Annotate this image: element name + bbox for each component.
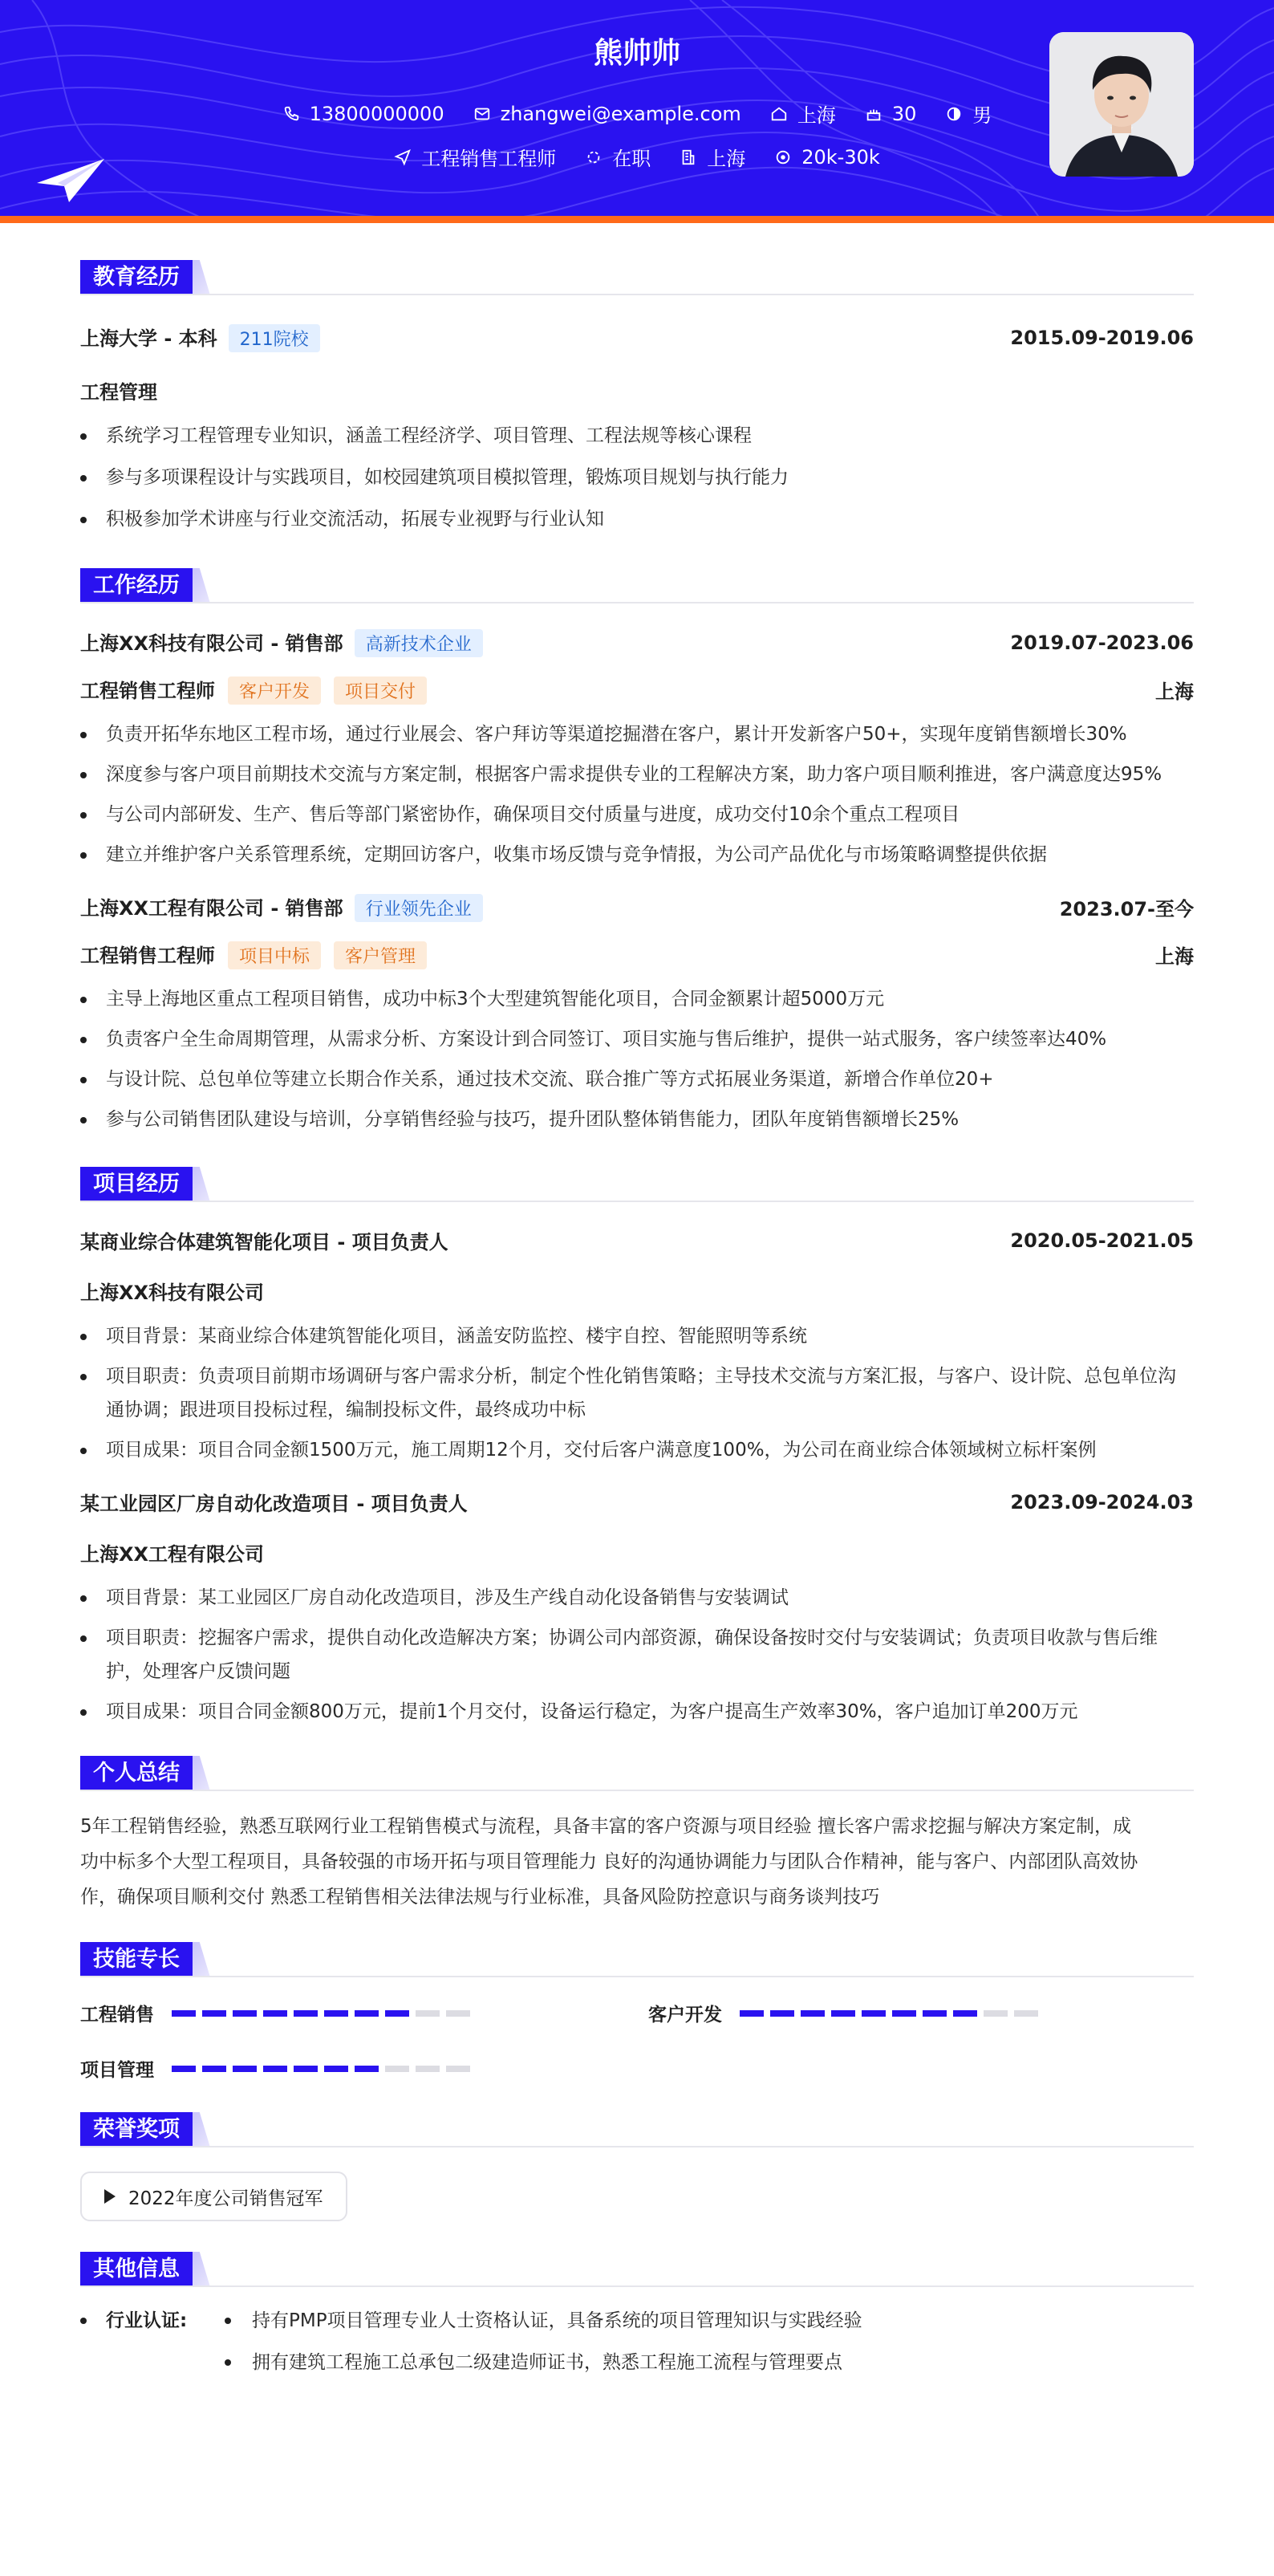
summary-section: [80, 1754, 1194, 1915]
list-item: 参与多项课程设计与实践项目，如校园建筑项目模拟管理，锻炼项目规划与执行能力: [80, 461, 1194, 494]
skills-row: [80, 2000, 1194, 2026]
skill-level-bar: [172, 2010, 470, 2017]
job-date: 2023.07-至今: [1059, 898, 1194, 920]
section-divider: [80, 602, 1194, 603]
skill-segment-empty: [984, 2010, 1008, 2017]
resume-header: [0, 0, 1274, 223]
job-company: 上海XX工程有限公司 - 销售部: [80, 897, 343, 920]
award-chip: [80, 2172, 347, 2221]
candidate-name: 熊帅帅: [593, 37, 680, 70]
job-role: 工程销售工程师: [80, 945, 215, 967]
other-row: [80, 2342, 1194, 2383]
job-date: 2019.07-2023.06: [1010, 631, 1194, 654]
summary-title: 个人总结: [80, 1756, 193, 1791]
education-title: 教育经历: [80, 260, 193, 295]
work-header: [80, 567, 1194, 603]
education-section: [80, 258, 1194, 536]
project-date: 2023.09-2024.03: [1010, 1490, 1194, 1514]
skill-segment-filled: [324, 2066, 348, 2072]
other-header: [80, 2250, 1194, 2287]
resume-body: [80, 223, 1194, 2383]
gender-info: [945, 100, 992, 128]
list-item: 积极参加学术讲座与行业交流活动，拓展专业视野与行业认知: [80, 502, 1194, 536]
summary-line: 5年工程销售经验，熟悉互联网行业工程销售模式与流程，具备丰富的客户资源与项目经验 擅长客户需求挖掘与解决方案定制，成: [80, 1816, 1131, 1837]
job-location: 上海: [1155, 681, 1194, 703]
skill-segment-empty: [416, 2066, 440, 2072]
skill-segment-filled: [294, 2066, 318, 2072]
awards-list: [80, 2172, 1194, 2221]
age-info: [865, 103, 917, 125]
section-tail-decoration: [193, 1756, 210, 1791]
list-item: 项目成果：项目合同金额800万元，提前1个月交付，设备运行稳定，为客户提高生产效率30%，客户追加订单200万元: [80, 1695, 1194, 1729]
list-item: 项目背景：某商业综合体建筑智能化项目，涵盖安防监控、楼宇自控、智能照明等系统: [80, 1319, 1194, 1353]
skill-segment-filled: [172, 2066, 196, 2072]
position-text: 工程销售工程师: [421, 148, 557, 170]
section-tail-decoration: [193, 2252, 210, 2287]
list-item: 项目成果：项目合同金额1500万元，施工周期12个月，交付后客户满意度100%，为公司在商业综合体领域树立标杆案例: [80, 1433, 1194, 1467]
job-company-row: [80, 892, 1194, 922]
section-divider: [80, 1790, 1194, 1791]
skill-tag: 项目交付: [334, 677, 427, 705]
skill-segment-empty: [385, 2066, 409, 2072]
skill-name: 客户开发: [648, 2005, 722, 2025]
project-company: 上海XX科技有限公司: [80, 1282, 265, 1304]
award-text: 2022年度公司销售冠军: [128, 2188, 323, 2209]
skill-segment-filled: [202, 2066, 226, 2072]
skill-level-bar: [740, 2010, 1038, 2017]
skills-section: [80, 1940, 1194, 2082]
section-divider: [80, 1976, 1194, 1977]
skills-title: 技能专长: [80, 1942, 193, 1977]
summary-header: [80, 1754, 1194, 1791]
skill-segment-filled: [202, 2010, 226, 2017]
job-role-row: [80, 675, 1194, 705]
home-icon: [770, 105, 788, 123]
job-company: 上海XX科技有限公司 - 销售部: [80, 632, 343, 655]
section-tail-decoration: [193, 1942, 210, 1977]
list-item: 负责开拓华东地区工程市场，通过行业展会、客户拜访等渠道挖掘潜在客户，累计开发新客户50+，实现年度销售额增长30%: [80, 717, 1194, 751]
skill-segment-filled: [892, 2010, 916, 2017]
projects-section: [80, 1165, 1194, 1729]
skill-segment-empty: [446, 2010, 470, 2017]
list-item: 主导上海地区重点工程项目销售，成功中标3个大型建筑智能化项目，合同金额累计超5000万元: [80, 982, 1194, 1016]
skill-segment-filled: [801, 2010, 825, 2017]
other-row: [80, 2300, 1194, 2342]
skill-segment-filled: [355, 2066, 379, 2072]
list-item: 项目背景：某工业园区厂房自动化改造项目，涉及生产线自动化设备销售与安装调试: [80, 1581, 1194, 1615]
skill-name: 工程销售: [80, 2005, 154, 2025]
job-role-line: [80, 675, 427, 705]
summary-line: 功中标多个大型工程项目，具备较强的市场开拓与项目管理能力 良好的沟通协调能力与团队合作精神，能与客户、内部团队高效协: [80, 1851, 1138, 1872]
skill-item: [80, 2055, 470, 2082]
list-item: 系统学习工程管理专业知识，涵盖工程经济学、项目管理、工程法规等核心课程: [80, 419, 1194, 453]
job-location: 上海: [1155, 945, 1194, 968]
skill-segment-filled: [233, 2066, 257, 2072]
skill-segment-empty: [1014, 2010, 1038, 2017]
status-icon: [585, 148, 603, 166]
phone-icon: [282, 105, 300, 123]
list-item: 负责客户全生命周期管理，从需求分析、方案设计到合同签订、项目实施与售后维护，提供一站式服务，客户续签率达40%: [80, 1022, 1194, 1056]
building-icon: [680, 148, 697, 166]
phone-text: 13800000000: [309, 102, 444, 125]
skill-segment-filled: [770, 2010, 794, 2017]
skill-item: [648, 2000, 1038, 2026]
coin-icon: [774, 148, 792, 166]
salary-info: [774, 146, 880, 169]
job-role: 工程销售工程师: [80, 680, 215, 702]
header-accent-bar: [0, 216, 1274, 223]
avatar: [1049, 32, 1194, 177]
send-icon: [394, 148, 412, 166]
skill-segment-filled: [923, 2010, 947, 2017]
skills-row: [80, 2055, 1194, 2082]
skill-segment-filled: [740, 2010, 764, 2017]
project-date: 2020.05-2021.05: [1010, 1229, 1194, 1252]
job-company-line: [80, 892, 483, 922]
summary-line: 作，确保项目顺利交付 熟悉工程销售相关法律法规与行业标准，具备风险防控意识与商务谈判技巧: [80, 1887, 880, 1908]
job-entry: [80, 892, 1194, 1136]
project-bullets: [80, 1319, 1194, 1467]
job-company-line: [80, 628, 483, 657]
skills-header: [80, 1940, 1194, 1977]
city-text: 上海: [707, 148, 746, 170]
list-item: 参与公司销售团队建设与培训，分享销售经验与技巧，提升团队整体销售能力，团队年度销售额增长25%: [80, 1103, 1194, 1136]
education-header: [80, 258, 1194, 295]
section-divider: [80, 1201, 1194, 1202]
skill-segment-filled: [263, 2066, 287, 2072]
job-entry: [80, 628, 1194, 872]
skill-tag: 客户开发: [228, 677, 321, 705]
job-bullets: [80, 717, 1194, 872]
other-section: [80, 2250, 1194, 2383]
list-item: 建立并维护客户关系管理系统，定期回访客户，收集市场反馈与竞争情报，为公司产品优化与市场策略调整提供依据: [80, 838, 1194, 872]
other-title: 其他信息: [80, 2252, 193, 2287]
play-triangle-icon: [104, 2189, 116, 2204]
job-company-row: [80, 628, 1194, 657]
skill-segment-filled: [385, 2010, 409, 2017]
project-name: 某商业综合体建筑智能化项目 - 项目负责人: [80, 1231, 448, 1253]
education-row: [80, 323, 1194, 352]
project-company: 上海XX工程有限公司: [80, 1543, 265, 1566]
summary-text: [80, 1809, 1194, 1915]
job-role-line: [80, 940, 427, 969]
skill-segment-filled: [953, 2010, 977, 2017]
school-name: 上海大学 - 本科: [80, 327, 217, 350]
skill-segment-empty: [416, 2010, 440, 2017]
section-divider: [80, 2285, 1194, 2287]
position-info: [394, 143, 556, 171]
skill-level-bar: [172, 2066, 470, 2072]
project-entry: [80, 1226, 1194, 1467]
skill-tag: 项目中标: [228, 941, 321, 969]
gender-text: 男: [972, 104, 992, 127]
email-info: [473, 103, 741, 125]
awards-section: [80, 2111, 1194, 2221]
education-school-line: [80, 323, 320, 352]
awards-title: 荣誉奖项: [80, 2112, 193, 2147]
avatar-portrait-icon: [1049, 32, 1194, 177]
skill-name: 项目管理: [80, 2060, 154, 2081]
projects-title: 项目经历: [80, 1167, 193, 1202]
project-title-row: [80, 1226, 1194, 1254]
project-entry: [80, 1488, 1194, 1729]
job-bullets: [80, 982, 1194, 1136]
skill-tag: 客户管理: [334, 941, 427, 969]
list-item: 深度参与客户项目前期技术交流与方案定制，根据客户需求提供专业的工程解决方案，助力客户项目顺利推进，客户满意度达95%: [80, 758, 1194, 791]
education-major: 工程管理: [80, 381, 157, 404]
section-divider: [80, 294, 1194, 295]
section-tail-decoration: [193, 1167, 210, 1202]
skill-segment-filled: [355, 2010, 379, 2017]
mail-icon: [473, 105, 491, 123]
education-bullets: [80, 419, 1194, 536]
skill-item: [80, 2000, 648, 2026]
skill-segment-filled: [324, 2010, 348, 2017]
work-title: 工作经历: [80, 568, 193, 603]
company-tag: 高新技术企业: [355, 629, 483, 657]
status-info: [585, 143, 651, 171]
list-item: 拥有建筑工程施工总承包二级建造师证书，熟悉工程施工流程与管理要点: [225, 2342, 842, 2383]
awards-header: [80, 2111, 1194, 2147]
skill-segment-filled: [172, 2010, 196, 2017]
certification-label: 行业认证:: [80, 2300, 225, 2342]
project-bullets: [80, 1581, 1194, 1729]
home-text: 上海: [797, 104, 836, 127]
section-tail-decoration: [193, 2112, 210, 2147]
list-item: 项目职责：负责项目前期市场调研与客户需求分析，制定个性化销售策略；主导技术交流与方案汇报，与客户、设计院、总包单位沟通协调；跟进项目投标过程，编制投标文件，最终成功中标: [80, 1359, 1194, 1427]
skill-segment-filled: [233, 2010, 257, 2017]
home-info: [770, 100, 836, 128]
section-tail-decoration: [193, 260, 210, 295]
age-text: 30: [891, 102, 917, 125]
section-divider: [80, 2146, 1194, 2147]
skill-segment-filled: [263, 2010, 287, 2017]
phone-info: [282, 103, 444, 125]
list-item: 与公司内部研发、生产、售后等部门紧密协作，确保项目交付质量与进度，成功交付10余个重点工程项目: [80, 798, 1194, 831]
list-item: 持有PMP项目管理专业人士资格认证，具备系统的项目管理知识与实践经验: [225, 2300, 862, 2342]
skill-segment-filled: [294, 2010, 318, 2017]
company-tag: 行业领先企业: [355, 894, 483, 922]
paper-plane-icon: [37, 159, 104, 202]
cake-icon: [865, 105, 882, 123]
skill-segment-filled: [862, 2010, 886, 2017]
status-text: 在职: [612, 148, 651, 170]
project-title-row: [80, 1488, 1194, 1516]
skill-segment-filled: [831, 2010, 855, 2017]
other-list: [80, 2300, 1194, 2383]
section-tail-decoration: [193, 568, 210, 603]
list-item: 项目职责：挖掘客户需求，提供自动化改造解决方案；协调公司内部资源，确保设备按时交付与安装调试；负责项目收款与售后维护，处理客户反馈问题: [80, 1621, 1194, 1688]
email-text: zhangwei@example.com: [500, 102, 741, 125]
education-date: 2015.09-2019.06: [1010, 326, 1194, 349]
skill-segment-empty: [446, 2066, 470, 2072]
city-info: [680, 143, 745, 171]
projects-header: [80, 1165, 1194, 1202]
salary-text: 20k-30k: [801, 145, 880, 169]
job-role-row: [80, 940, 1194, 969]
gender-icon: [945, 105, 963, 123]
list-item: 与设计院、总包单位等建立长期合作关系，通过技术交流、联合推广等方式拓展业务渠道，新增合作单位20+: [80, 1062, 1194, 1096]
project-name: 某工业园区厂房自动化改造项目 - 项目负责人: [80, 1493, 468, 1515]
work-section: [80, 567, 1194, 1136]
school-tag: 211院校: [229, 324, 320, 352]
